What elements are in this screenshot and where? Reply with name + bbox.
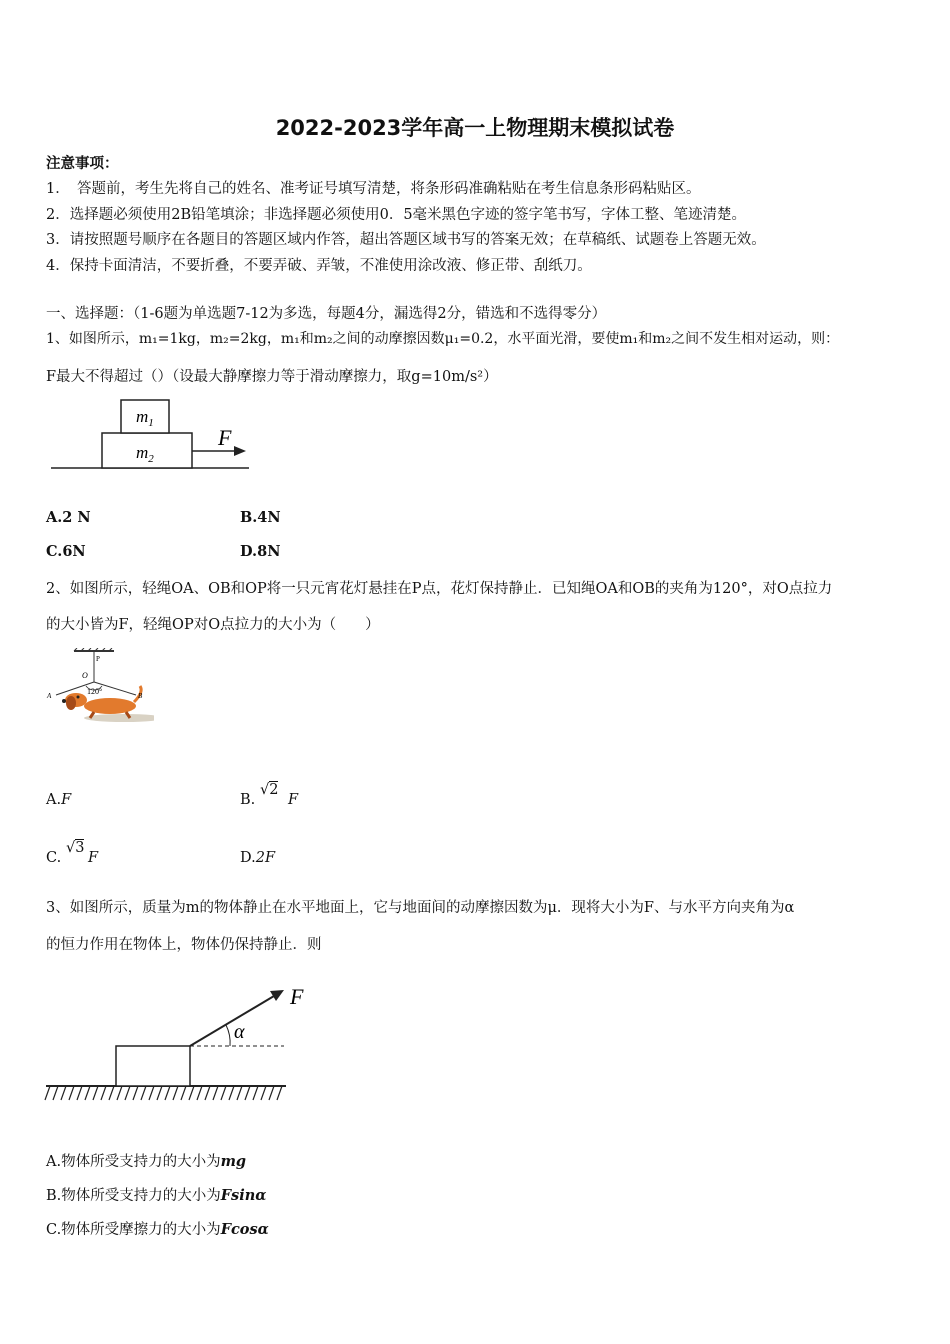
q3-option-b[interactable]: B.物体所受支持力的大小为Fsinα — [46, 1187, 267, 1204]
q1-figure — [46, 395, 256, 475]
block — [116, 1046, 190, 1086]
notice-item-3: 3．请按照题号顺序在各题目的答题区域内作答，超出答题区域书写的答案无效；在草稿纸、试题卷上答题无效。 — [46, 232, 766, 248]
lantern-dog-body — [84, 698, 136, 714]
notice-heading: 注意事项： — [46, 155, 119, 172]
q1-option-a[interactable]: A.2 N — [46, 509, 91, 526]
angle-label: α — [234, 1021, 245, 1043]
q3-figure — [44, 980, 324, 1108]
label-p: P — [96, 655, 100, 663]
page-title: 2022-2023学年高一上物理期末模拟试卷 — [275, 116, 675, 140]
label-a: A — [47, 692, 52, 700]
sqrt-symbol: √2 — [260, 782, 279, 798]
force-label: F — [290, 984, 304, 1009]
q1-text-line2: F最大不得超过（）（设最大静摩擦力等于滑动摩擦力，取g=10m/s²） — [46, 369, 498, 385]
notice-item-1: 1． 答题前，考生先将自己的姓名、准考证号填写清楚，将条形码准确粘贴在考生信息条形码粘贴区。 — [46, 181, 701, 197]
force-arrow-head — [234, 446, 246, 456]
q2-option-d[interactable]: D.2F — [240, 850, 276, 866]
label-b: B — [138, 692, 143, 700]
m2-label: $m_2$ — [136, 443, 154, 465]
q1-option-d[interactable]: D.8N — [240, 543, 281, 560]
q3-text-line1: 3、如图所示，质量为m的物体静止在水平地面上，它与地面间的动摩擦因数为μ．现将大小为F、与水平方向夹角为α — [46, 900, 795, 916]
q3-text-line2: 的恒力作用在物体上，物体仍保持静止．则 — [46, 937, 322, 953]
force-label: F — [218, 425, 232, 450]
section-heading: 一、选择题：（1-6题为单选题7-12为多选，每题4分，漏选得2分，错选和不选得零分） — [46, 306, 607, 322]
m1-label: $m_1$ — [136, 407, 154, 429]
q1-option-c[interactable]: C.6N — [46, 543, 86, 560]
q2-text-line1: 2、如图所示，轻绳OA、OB和OP将一只元宵花灯悬挂在P点，花灯保持静止．已知绳OA和OB的夹角为120°，对O点拉力 — [46, 581, 833, 597]
label-o: O — [82, 671, 88, 680]
q2-option-a[interactable]: A.F — [46, 792, 72, 808]
force-line — [190, 996, 274, 1046]
q2-figure — [44, 648, 154, 736]
sqrt-symbol: √3 — [66, 840, 85, 856]
notice-item-4: 4．保持卡面清洁，不要折叠，不要弄破、弄皱，不准使用涂改液、修正带、刮纸刀。 — [46, 258, 592, 274]
angle-label: 120° — [87, 687, 103, 696]
notice-item-2: 2．选择题必须使用2B铅笔填涂；非选择题必须使用0．5毫米黑色字迹的签字笔书写，字体工整、笔迹清楚。 — [46, 207, 747, 223]
force-arrow-head — [270, 990, 284, 1001]
ground-hatch — [45, 1086, 282, 1100]
q1-text-line1: 1、如图所示，m₁=1kg，m₂=2kg，m₁和m₂之间的动摩擦因数μ₁=0.2，水平面光滑，要使m₁和m₂之间不发生相对运动，则： — [46, 331, 840, 347]
q3-option-c[interactable]: C.物体所受摩擦力的大小为Fcosα — [46, 1221, 269, 1238]
q1-option-b[interactable]: B.4N — [240, 509, 281, 526]
q2-text-line2: 的大小皆为F，轻绳OP对O点拉力的大小为（ ） — [46, 617, 380, 633]
q3-option-a[interactable]: A.物体所受支持力的大小为mg — [46, 1153, 247, 1170]
